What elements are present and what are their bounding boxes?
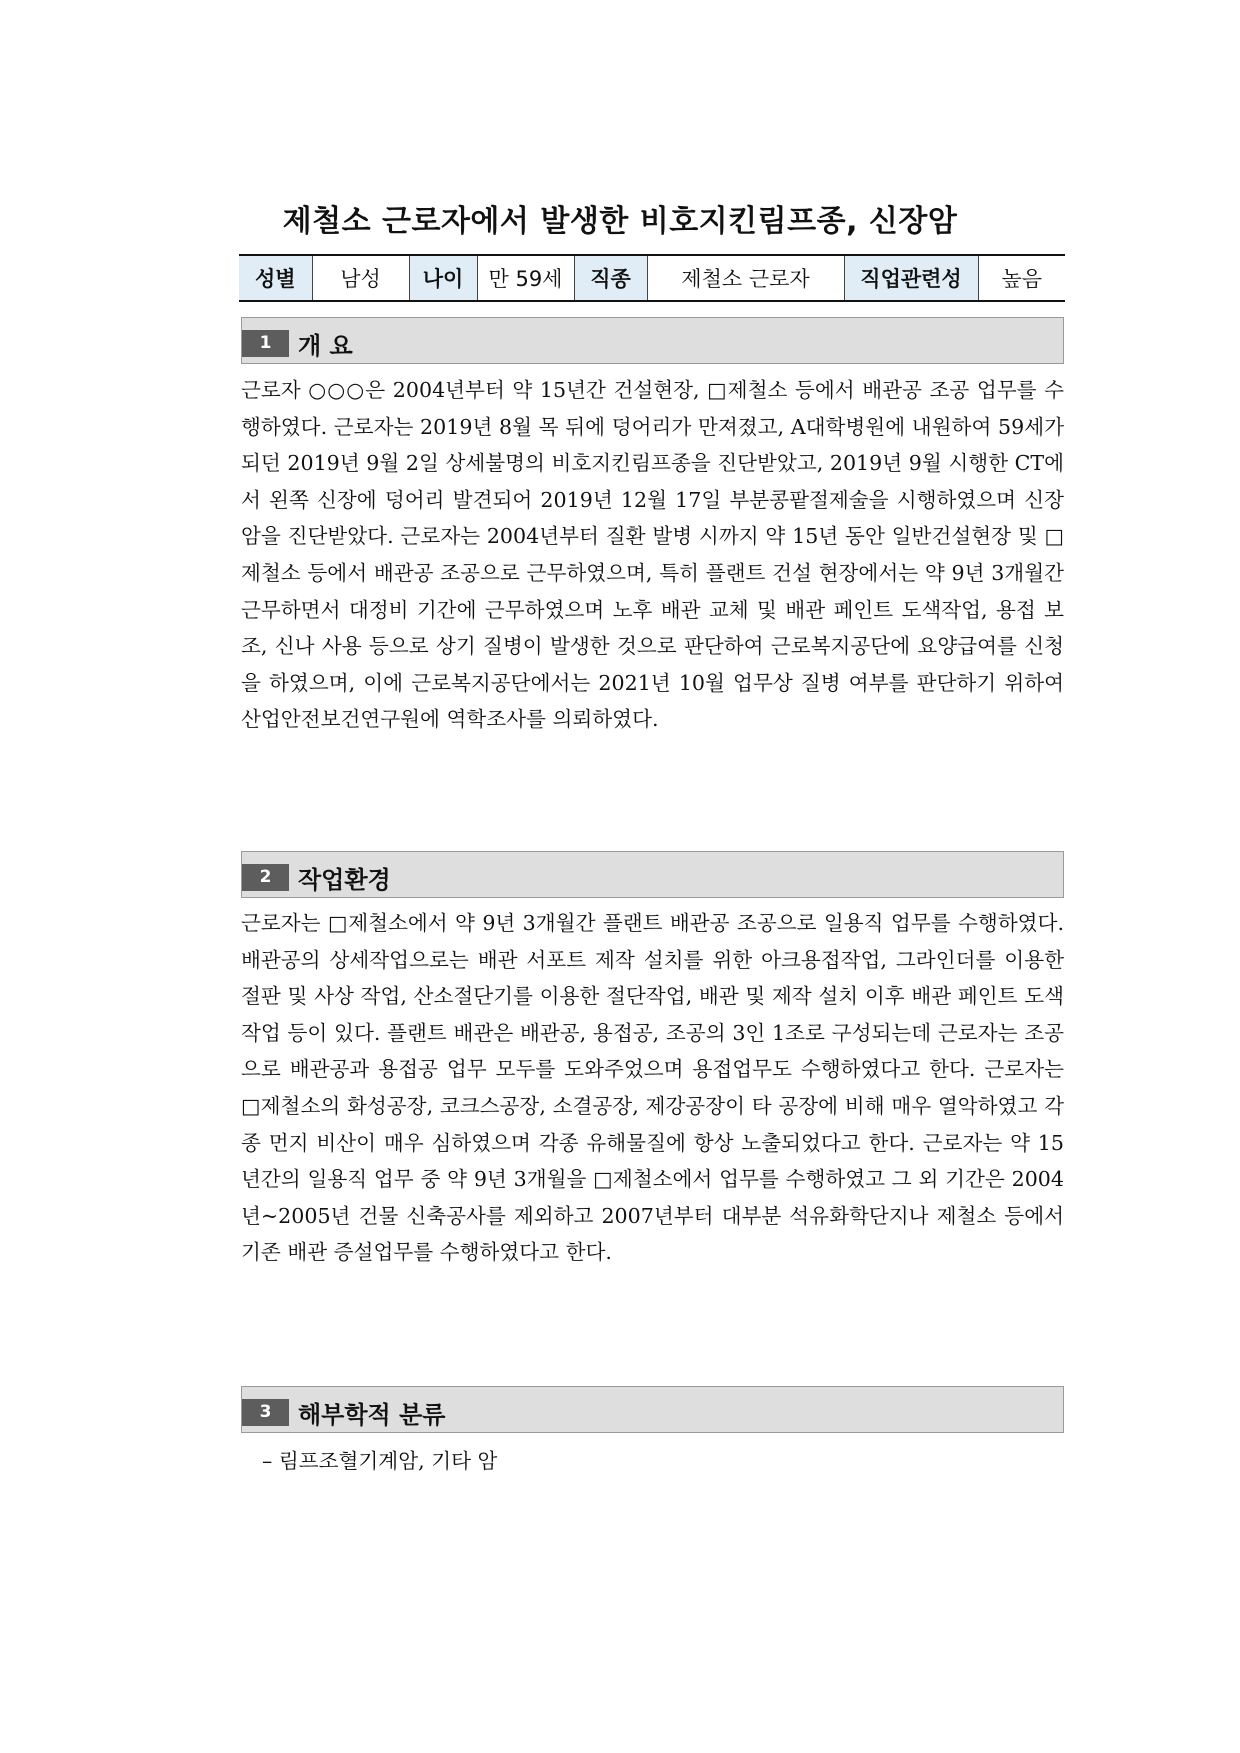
age-label: 나이 xyxy=(409,255,477,301)
classification-bullet: – 림프조혈기계암, 기타 암 xyxy=(262,1449,498,1473)
section-number: 1 xyxy=(242,330,289,357)
section-title: 해부학적 분류 xyxy=(298,1401,446,1429)
gender-value: 남성 xyxy=(312,255,409,301)
work-environment-paragraph: 근로자는 □제철소에서 약 9년 3개월간 플랜트 배관공 조공으로 일용직 업무를 수행하였다. 배관공의 상세작업으로는 배관 서포트 제작 설치를 위한 아크용접작업, 그라인더를 이용한 절판 및 사상 작업, 산소절단기를 이용한 절단작업, 배관 및 제작 설치 이후 배관 페인트 도색 작업 등이 있다. 플랜트 배관은 배관공, 용접공, 조공의 3인 1조로 구성되는데 근로자는 조공으로 배관공과 용접공 업무 모두를 도와주었으며 용접업무도 수행하였다고 한다. 근로자는 □제철소의 화성공장, 코크스공장, 소결공장, 제강공장이 타 공장에 비해 매우 열악하였고 각종 먼지 비산이 매우 심하였으며 각종 유해물질에 항상 노출되었다고 한다. 근로자는 약 15년간의 일용직 업무 중 약 9년 3개월을 □제철소에서 업무를 수행하였고 그 외 기간은 2004년~2005년 건물 신축공사를 제외하고 2007년부터 대부분 석유화학단지나 제철소 등에서 기존 배관 증설업무를 수행하였다고 한다. xyxy=(241,911,1064,1265)
job-label: 직종 xyxy=(574,255,647,301)
section-header-anatomical-classification xyxy=(241,1386,1064,1433)
section-title: 개 요 xyxy=(298,332,353,360)
summary-table xyxy=(239,254,1065,302)
job-value: 제철소 근로자 xyxy=(647,255,844,301)
overview-paragraph: 근로자 ○○○은 2004년부터 약 15년간 건설현장, □제철소 등에서 배관공 조공 업무를 수행하였다. 근로자는 2019년 8월 목 뒤에 덩어리가 만져졌고, A대학병원에 내원하여 59세가 되던 2019년 9월 2일 상세불명의 비호지킨림프종을 진단받았고, 2019년 9월 시행한 CT에서 왼쪽 신장에 덩어리 발견되어 2019년 12월 17일 부분콩팥절제술을 시행하였으며 신장암을 진단받았다. 근로자는 2004년부터 질환 발병 시까지 약 15년 동안 일반건설현장 및 □제철소 등에서 배관공 조공으로 근무하였으며, 특히 플랜트 건설 현장에서는 약 9년 3개월간 근무하면서 대정비 기간에 근무하였으며 노후 배관 교체 및 배관 페인트 도색작업, 용접 보조, 신나 사용 등으로 상기 질병이 발생한 것으로 판단하여 근로복지공단에 요양급여를 신청을 하였으며, 이에 근로복지공단에서는 2021년 10월 업무상 질병 여부를 판단하기 위하여 산업안전보건연구원에 역학조사를 의뢰하였다. xyxy=(241,378,1064,732)
section-title: 작업환경 xyxy=(298,866,391,894)
document-title: 제철소 근로자에서 발생한 비호지킨림프종, 신장암 xyxy=(282,204,958,239)
relevance-value: 높음 xyxy=(978,255,1065,301)
section-number: 3 xyxy=(242,1399,289,1426)
relevance-label: 직업관련성 xyxy=(844,255,978,301)
section-header-overview xyxy=(241,317,1064,364)
section-number: 2 xyxy=(242,864,289,891)
section-header-work-environment xyxy=(241,851,1064,898)
gender-label: 성별 xyxy=(239,255,312,301)
age-value: 만 59세 xyxy=(477,255,574,301)
